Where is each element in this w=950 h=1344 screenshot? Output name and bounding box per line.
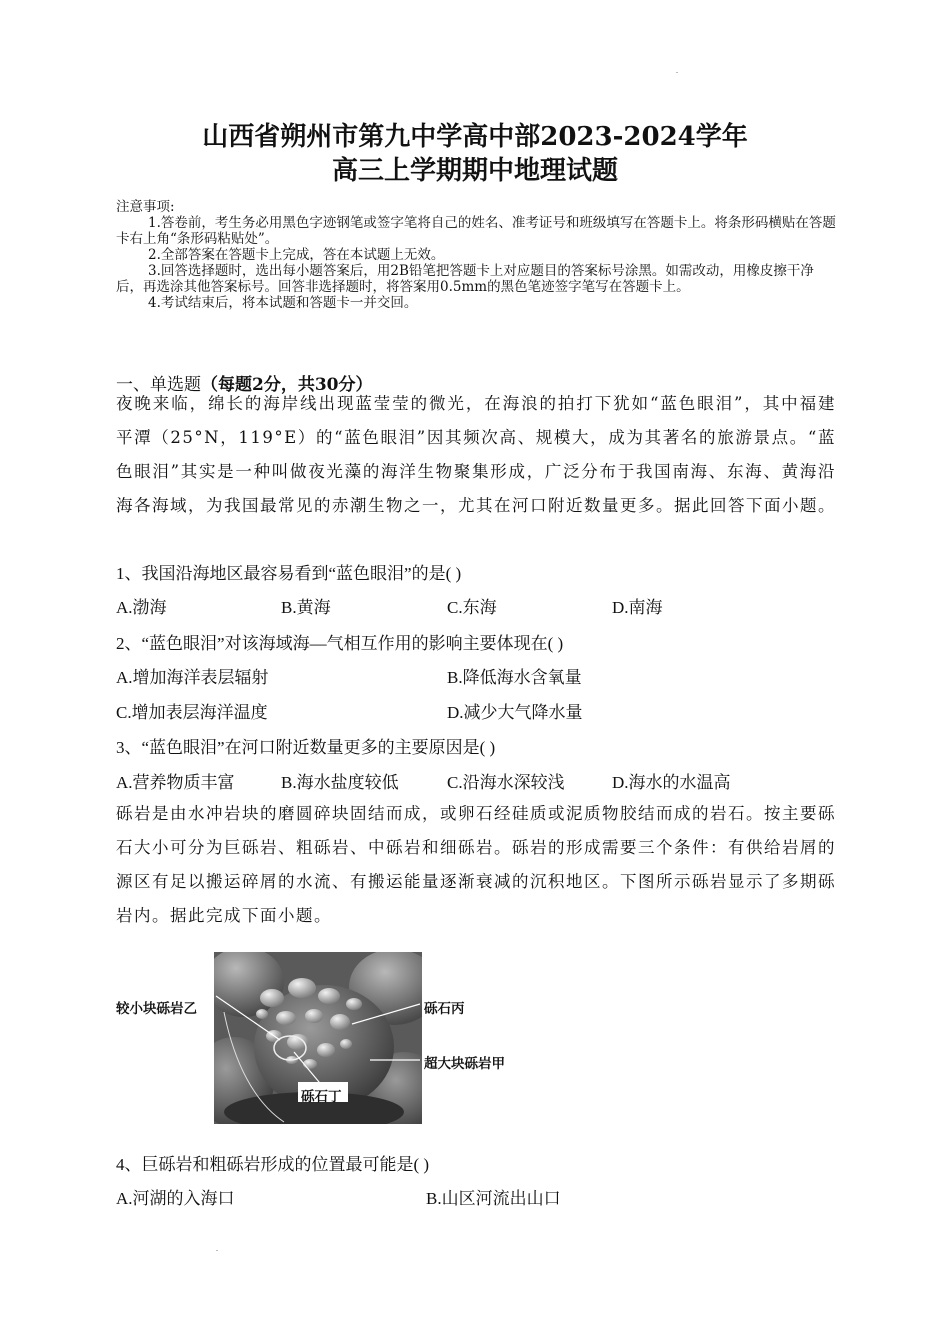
figure-label-small-block: 较小块砾岩乙 (116, 1001, 197, 1017)
question-1-option-a: A.渤海 (116, 598, 167, 617)
question-1-stem: 1、我国沿海地区最容易看到“蓝色眼泪”的是( ) (116, 564, 462, 583)
notes-heading: 注意事项: (116, 199, 175, 215)
passage-2: 砾岩是由水冲岩块的磨圆碎块固结而成，或卵石经硅质或泥质物胶结而成的岩石。按主要砾石大小可分为巨砾岩、粗砾岩、中砾岩和细砾岩。砾岩的形成需要三个条件：有供给岩屑的源区有足以搬运碎屑的水流、有搬运能量逐渐衰减的沉积地区。下图所示砾岩显示了多期砾岩内。据此完成下面小题。 (116, 804, 836, 925)
question-2-option-a: A.增加海洋表层辐射 (116, 668, 269, 687)
section-detail: （每题2分，共30分） (201, 375, 373, 395)
question-2-option-b: B.降低海水含氧量 (447, 668, 582, 687)
scan-speck (216, 1250, 218, 1251)
notes-item-1: 1.答卷前，考生务必用黑色字迹钢笔或签字笔将自己的姓名、准考证号和班级填写在答题卡上。将条形码横贴在答题卡右上角“条形码粘贴处”。 (116, 215, 836, 247)
question-3-stem: 3、“蓝色眼泪”在河口附近数量更多的主要原因是( ) (116, 738, 496, 757)
question-1-option-c: C.东海 (447, 598, 497, 617)
passage-1: 夜晚来临，绵长的海岸线出现蓝莹莹的微光，在海浪的拍打下犹如“蓝色眼泪”，其中福建平潭（25°N，119°E）的“蓝色眼泪”因其频次高、规模大，成为其著名的旅游景点。“蓝色眼泪”其实是一种叫做夜光藻的海洋生物聚集形成，广泛分布于我国南海、东海、黄海沿海各海域，为我国最常见的赤潮生物之一，尤其在河口附近数量更多。据此回答下面小题。 (116, 394, 836, 515)
figure-label-big-block: 超大块砾岩甲 (424, 1056, 505, 1072)
question-3-option-d: D.海水的水温高 (612, 773, 731, 792)
question-1-option-b: B.黄海 (281, 598, 331, 617)
question-2-option-d: D.减少大气降水量 (447, 703, 583, 722)
question-4-stem: 4、巨砾岩和粗砾岩形成的位置最可能是( ) (116, 1155, 430, 1174)
question-3-option-a: A.营养物质丰富 (116, 773, 235, 792)
figure-label-gravel-c: 砾石丙 (424, 1001, 465, 1017)
question-4-option-b: B.山区河流出山口 (426, 1189, 561, 1208)
question-2-option-c: C.增加表层海洋温度 (116, 703, 268, 722)
question-3-option-c: C.沿海水深较浅 (447, 773, 565, 792)
section-prefix: 一、单选题 (116, 375, 201, 395)
figure-label-gravel-d: 砾石丁 (301, 1089, 342, 1105)
exam-notes (116, 199, 840, 311)
question-2-stem: 2、“蓝色眼泪”对该海域海—气相互作用的影响主要体现在( ) (116, 634, 564, 653)
notes-item-4: 4.考试结束后，将本试题和答题卡一并交回。 (148, 295, 418, 311)
notes-item-2: 2.全部答案在答题卡上完成，答在本试题上无效。 (148, 247, 445, 263)
question-3-option-b: B.海水盐度较低 (281, 773, 399, 792)
scan-speck (676, 72, 678, 73)
exam-title-line1: 山西省朔州市第九中学高中部2023-2024学年 (202, 122, 748, 152)
question-1-option-d: D.南海 (612, 598, 663, 617)
notes-item-3: 3.回答选择题时，选出每小题答案后，用2B铅笔把答题卡上对应题目的答案标号涂黑。如需改动，用橡皮擦干净后，再选涂其他答案标号。回答非选择题时，将答案用0.5mm的黑色笔迹签字笔写在答题卡上。 (116, 263, 814, 295)
question-4-option-a: A.河湖的入海口 (116, 1189, 235, 1208)
exam-title-line2: 高三上学期期中地理试题 (331, 156, 618, 186)
